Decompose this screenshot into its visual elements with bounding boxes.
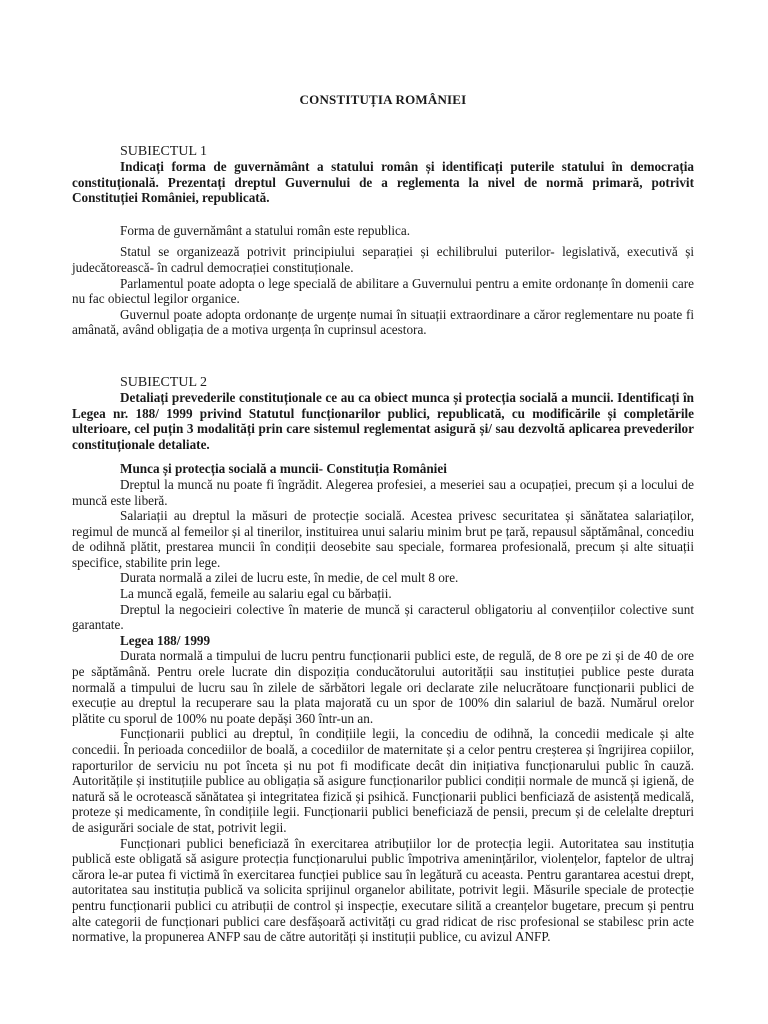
subject-1-paragraph: Statul se organizează potrivit principiului separației și echilibrului puterilor- legislativă, executivă și judecătorească- în cadrul democrației constituționale. <box>72 244 694 275</box>
subject-1-question: Indicați forma de guvernământ a statului român și identificați puterile statului în democrația constituțională. Prezentați dreptul Guvernului de a reglementa la nivel de normă primară, potrivit Constituției României, republicată. <box>72 159 694 206</box>
section-heading-constitution: Munca și protecția socială a muncii- Constituția României <box>120 461 447 477</box>
subject-2-label: SUBIECTUL 2 <box>120 374 207 390</box>
subject-1-paragraph: Forma de guvernământ a statului român este republica. <box>120 222 411 238</box>
constitution-paragraph: La muncă egală, femeile au salariu egal cu bărbații. <box>120 586 392 602</box>
subject-1-paragraph: Guvernul poate adopta ordonanțe de urgențe numai în situații extraordinare a căror reglementare nu poate fi amânată, având obligația de a motiva urgența în cuprinsul acestora. <box>72 306 694 338</box>
section-heading-law: Legea 188/ 1999 <box>120 632 211 648</box>
law-paragraph: Funcționarii publici au dreptul, în condițiile legii, la concediu de odihnă, la concedii medicale și alte concedii. În perioada concediilor de boală, a cocediilor de maternitate și a celor pentru creșterea și îngrijirea copiilor, raporturilor de serviciu nu pot înceta și nu pot fi modificate decât din inițiativa funcționarului public în cauză. Autoritățile și instituțiile publice au obligația să asigure funcționarilor publici condiții normale de muncă și igienă, de natură să le ocrotească sănătatea și integritatea fizică și psihică. Funcționarii publici benficiază de asistență medicală, proteze și medicamente, în condițiile legii. Funcționarii publici beneficiază de pensii, precum și de celelalte drepturi de asigurări sociale de stat, potrivit legii. <box>72 726 694 835</box>
document-title: CONSTITUȚIA ROMÂNIEI <box>299 92 467 107</box>
constitution-paragraph: Salariații au dreptul la măsuri de protecție socială. Acestea privesc securitatea și sănătatea salariaților, regimul de muncă al femeilor și al tinerilor, instituirea unui salariu minim brut pe țară, repausul săptămânal, concediu de odihnă plătit, prestarea muncii în condiții deosebite sau speciale, formarea profesională, precum și alte situații specifice, stabilite prin lege. <box>72 508 694 570</box>
subject-2-question: Detaliați prevederile constituționale ce au ca obiect munca și protecția socială a muncii. Identificați în Legea nr. 188/ 1999 privind Statutul funcționarilor publici, republicată, cu modificările și completările ulterioare, cel puțin 3 modalități prin care sistemul reglementat asigură și/ sau dezvoltă aplicarea prevederilor constituționale detaliate. <box>72 389 694 452</box>
law-paragraph: Durata normală a timpului de lucru pentru funcționarii publici este, de regulă, de 8 ore pe zi și de 40 de ore pe săptămână. Pentru orele lucrate din dispoziția conducătorului autorității sau instituției publice peste durata normală a timpului de lucru sau în zilele de sărbători legale ori declarate zile nelucrătoare funcționarii publici de execuție au dreptul la recuperare sau la plata majorată cu un spor de 100% din salariul de bază. Numărul orelor plătite cu sporul de 100% nu poate depăși 360 într-un an. <box>72 648 694 726</box>
constitution-paragraph: Dreptul la muncă nu poate fi îngrădit. Alegerea profesiei, a meseriei sau a ocupației, precum și a locului de muncă este liberă. <box>72 476 694 508</box>
law-paragraph: Funcționari publici beneficiază în exercitarea atribuțiilor lor de protecția legii. Autoritatea sau instituția publică este obligată să asigure protecția funcționarului public împotriva amenințărilor, violențelor, faptelor de ultraj cărora le-ar putea fi victimă în exercitarea funcției publice sau în legătură cu aceasta. Pentru garantarea acestui drept, autoritatea sau instituția publică va solicita sprijinul organelor abilitate, potrivit legii. Măsurile speciale de protecție pentru funcționarii publici cu atribuții de control și inspecție, executare silită a creanțelor bugetare, precum și pentru alte categorii de funcționari publici care desfășoară activități cu grad ridicat de risc profesional se stabilesc prin acte normative, la propunerea ANFP sau de către autorități și instituții publice, cu avizul ANFP. <box>72 835 694 945</box>
constitution-paragraph: Durata normală a zilei de lucru este, în medie, de cel mult 8 ore. <box>120 570 459 586</box>
constitution-paragraph: Dreptul la negocieiri colective în materie de muncă și caracterul obligatoriu al convențiilor colective sunt garantate. <box>72 601 694 633</box>
subject-1-paragraph: Parlamentul poate adopta o lege specială de abilitare a Guvernului pentru a emite ordonanțe în domenii care nu fac obiectul legilor organice. <box>72 275 694 307</box>
subject-1-label: SUBIECTUL 1 <box>120 144 207 159</box>
